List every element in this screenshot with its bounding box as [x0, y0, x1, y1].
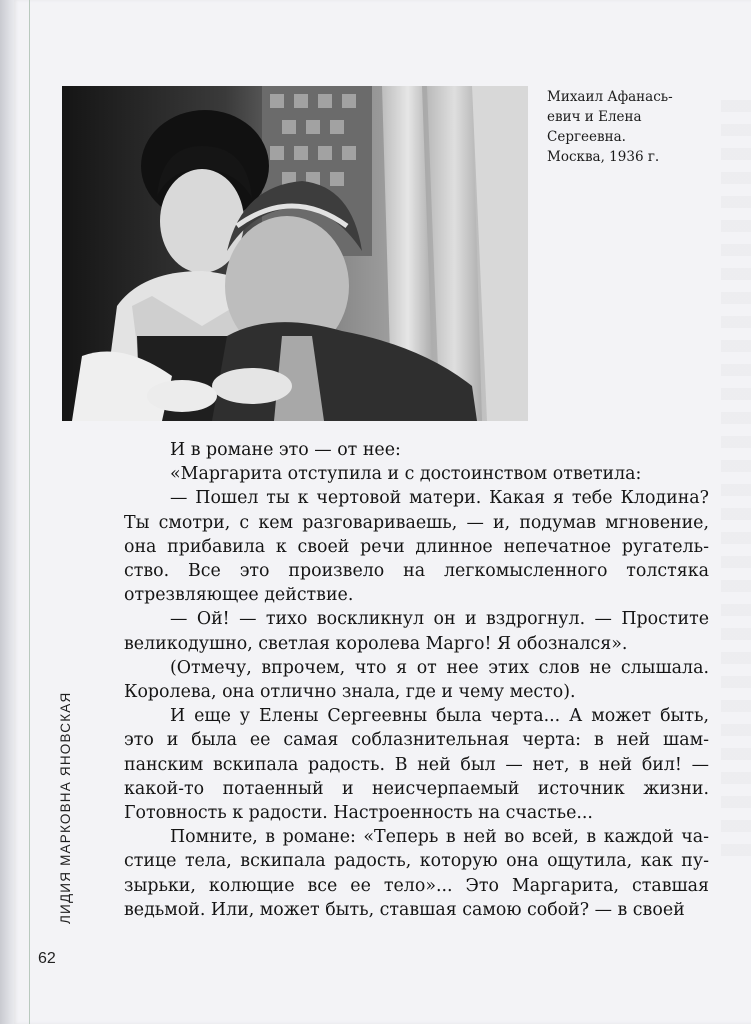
archival-photo — [62, 86, 528, 421]
page-number: 62 — [38, 950, 56, 967]
paragraph: И в романе это — от нее: — [170, 440, 401, 460]
paragraph: (Отмечу, впрочем, что я от нее этих слов не слышала. Королева, она отлично знала, где и чему место). — [124, 657, 709, 703]
photo-caption: Михаил Афанась- евич и Елена Сергеевна. Москва, 1936 г. — [547, 89, 673, 165]
bleed-through-text — [721, 100, 751, 860]
paragraph: — Пошел ты к чертовой матери. Какая я тебе Клодина? Ты смотри, с кем разговариваешь, — и, подумав мгновение, она прибавила к своей речи длинное непечатное ругательство. Все это произвело на легкомысленного толстяка отрезвляющее действие. — [124, 488, 709, 606]
paragraph: — Ой! — тихо воскликнул он и вздрогнул. — Простите великодушно, светлая королева Марго! Я обознался». — [124, 609, 709, 654]
photo-illustration — [62, 86, 528, 421]
running-head-author: ЛИДИЯ МАРКОВНА ЯНОВСКАЯ — [58, 691, 73, 924]
page-binding-line — [29, 0, 30, 1024]
paragraph: Помните, в романе: «Теперь в ней во всей, в каждой частице тела, вскипала радость, которую она ощутила, как пузырьки, колющие все ее тело»... Это Маргарита, ставшая ведьмой. Или, может быть, ставшая самою собой? — в своей — [124, 827, 709, 920]
paragraph: «Маргарита отступила и с достоинством ответила: — [170, 464, 642, 485]
body-text — [124, 438, 709, 922]
paragraph: И еще у Елены Сергеевны была черта... А может быть, это и была ее самая соблазнительная черта: в ней шампанским вскипала радость. В ней был — нет, в ней бил! — какой-то потаенный и неисчерпаемый источник жизни. Готовность к радости. Настроенность на счастье... — [124, 706, 709, 824]
